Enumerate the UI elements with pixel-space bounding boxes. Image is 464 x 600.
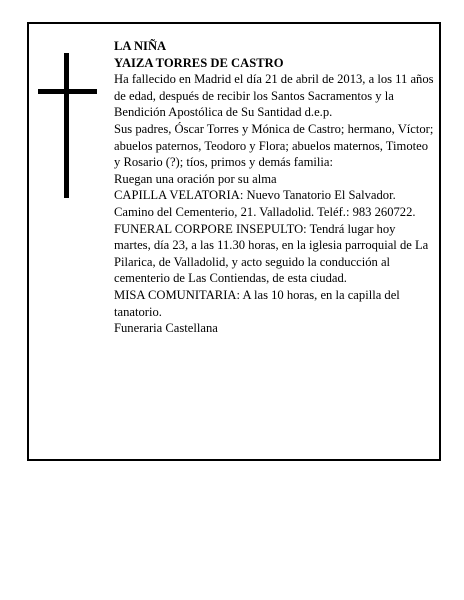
prayer-request: Ruegan una oración por su alma xyxy=(114,171,277,186)
obituary-text xyxy=(114,38,434,337)
cross-horizontal-bar xyxy=(38,89,97,94)
funeral-info: FUNERAL CORPORE INSEPULTO: Tendrá lugar hoy martes, día 23, a las 11.30 horas, en la iglesia parroquial de La Pilarica, de Valladolid, y acto seguido la conducción al cementerio de Las Contiendas, de esta ciudad. xyxy=(114,221,429,286)
death-announcement: Ha fallecido en Madrid el día 21 de abril de 2013, a los 11 años de edad, después de recibir los Santos Sacramentos y la Bendición Apostólica de Su Santidad d.e.p. xyxy=(114,72,434,120)
family-members: Sus padres, Óscar Torres y Mónica de Castro; hermano, Víctor; abuelos paternos, Teodoro y Flora; abuelos maternos, Timoteo y Rosario (?); tíos, primos y demás familia: xyxy=(114,121,434,170)
deceased-title: LA NIÑA xyxy=(114,39,167,53)
cross-icon xyxy=(38,53,98,198)
mass-info: MISA COMUNITARIA: A las 10 horas, en la capilla del tanatorio. xyxy=(114,287,400,319)
cross-vertical-bar xyxy=(64,53,69,198)
funeral-home: Funeraria Castellana xyxy=(114,321,218,336)
wake-chapel-info: CAPILLA VELATORIA: Nuevo Tanatorio El Salvador. Camino del Cementerio, 21. Valladolid. Teléf.: 983 260722. xyxy=(114,188,416,219)
deceased-name: YAIZA TORRES DE CASTRO xyxy=(114,55,284,70)
